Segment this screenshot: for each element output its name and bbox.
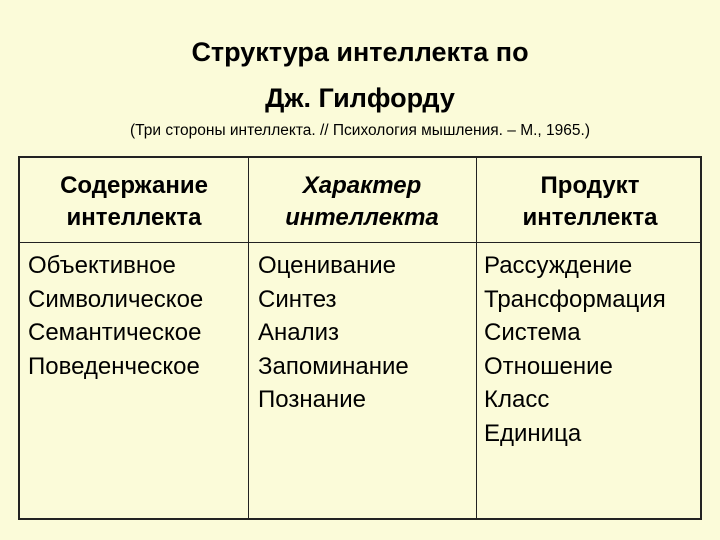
intellect-structure-table	[18, 156, 702, 520]
product-items-list	[484, 249, 666, 450]
list-item: Символическое	[28, 285, 204, 313]
list-item: Класс	[484, 386, 550, 413]
header-divider	[20, 242, 700, 243]
list-item: Оценивание	[258, 252, 396, 279]
header-line: интеллекта	[285, 204, 439, 231]
column-header-product	[476, 170, 704, 234]
list-item: Система	[484, 319, 581, 346]
column-header-operation	[248, 170, 476, 234]
header-line: Продукт	[540, 172, 640, 199]
list-item: Поведенческое	[28, 352, 200, 380]
list-item: Синтез	[258, 285, 337, 313]
header-line: интеллекта	[522, 204, 658, 231]
page-title-line-2: Дж. Гилфорду	[265, 83, 455, 113]
header-line: интеллекта	[66, 204, 202, 231]
header-line: Содержание	[60, 172, 208, 199]
list-item: Единица	[484, 419, 582, 447]
list-item: Анализ	[258, 319, 340, 346]
list-item: Семантическое	[28, 319, 202, 346]
list-item: Рассуждение	[484, 252, 633, 279]
list-item: Трансформация	[484, 285, 666, 313]
list-item: Объективное	[28, 252, 176, 279]
list-item: Познание	[258, 386, 366, 413]
list-item: Отношение	[484, 352, 613, 380]
source-citation: (Три стороны интеллекта. // Психология мышления. – М., 1965.)	[130, 122, 590, 139]
operation-items-list	[258, 249, 409, 417]
content-items-list	[28, 249, 203, 383]
page-title-line-1: Структура интеллекта по	[191, 37, 529, 67]
column-header-content	[20, 170, 248, 234]
list-item: Запоминание	[258, 352, 409, 380]
header-line: Характер	[302, 172, 422, 199]
